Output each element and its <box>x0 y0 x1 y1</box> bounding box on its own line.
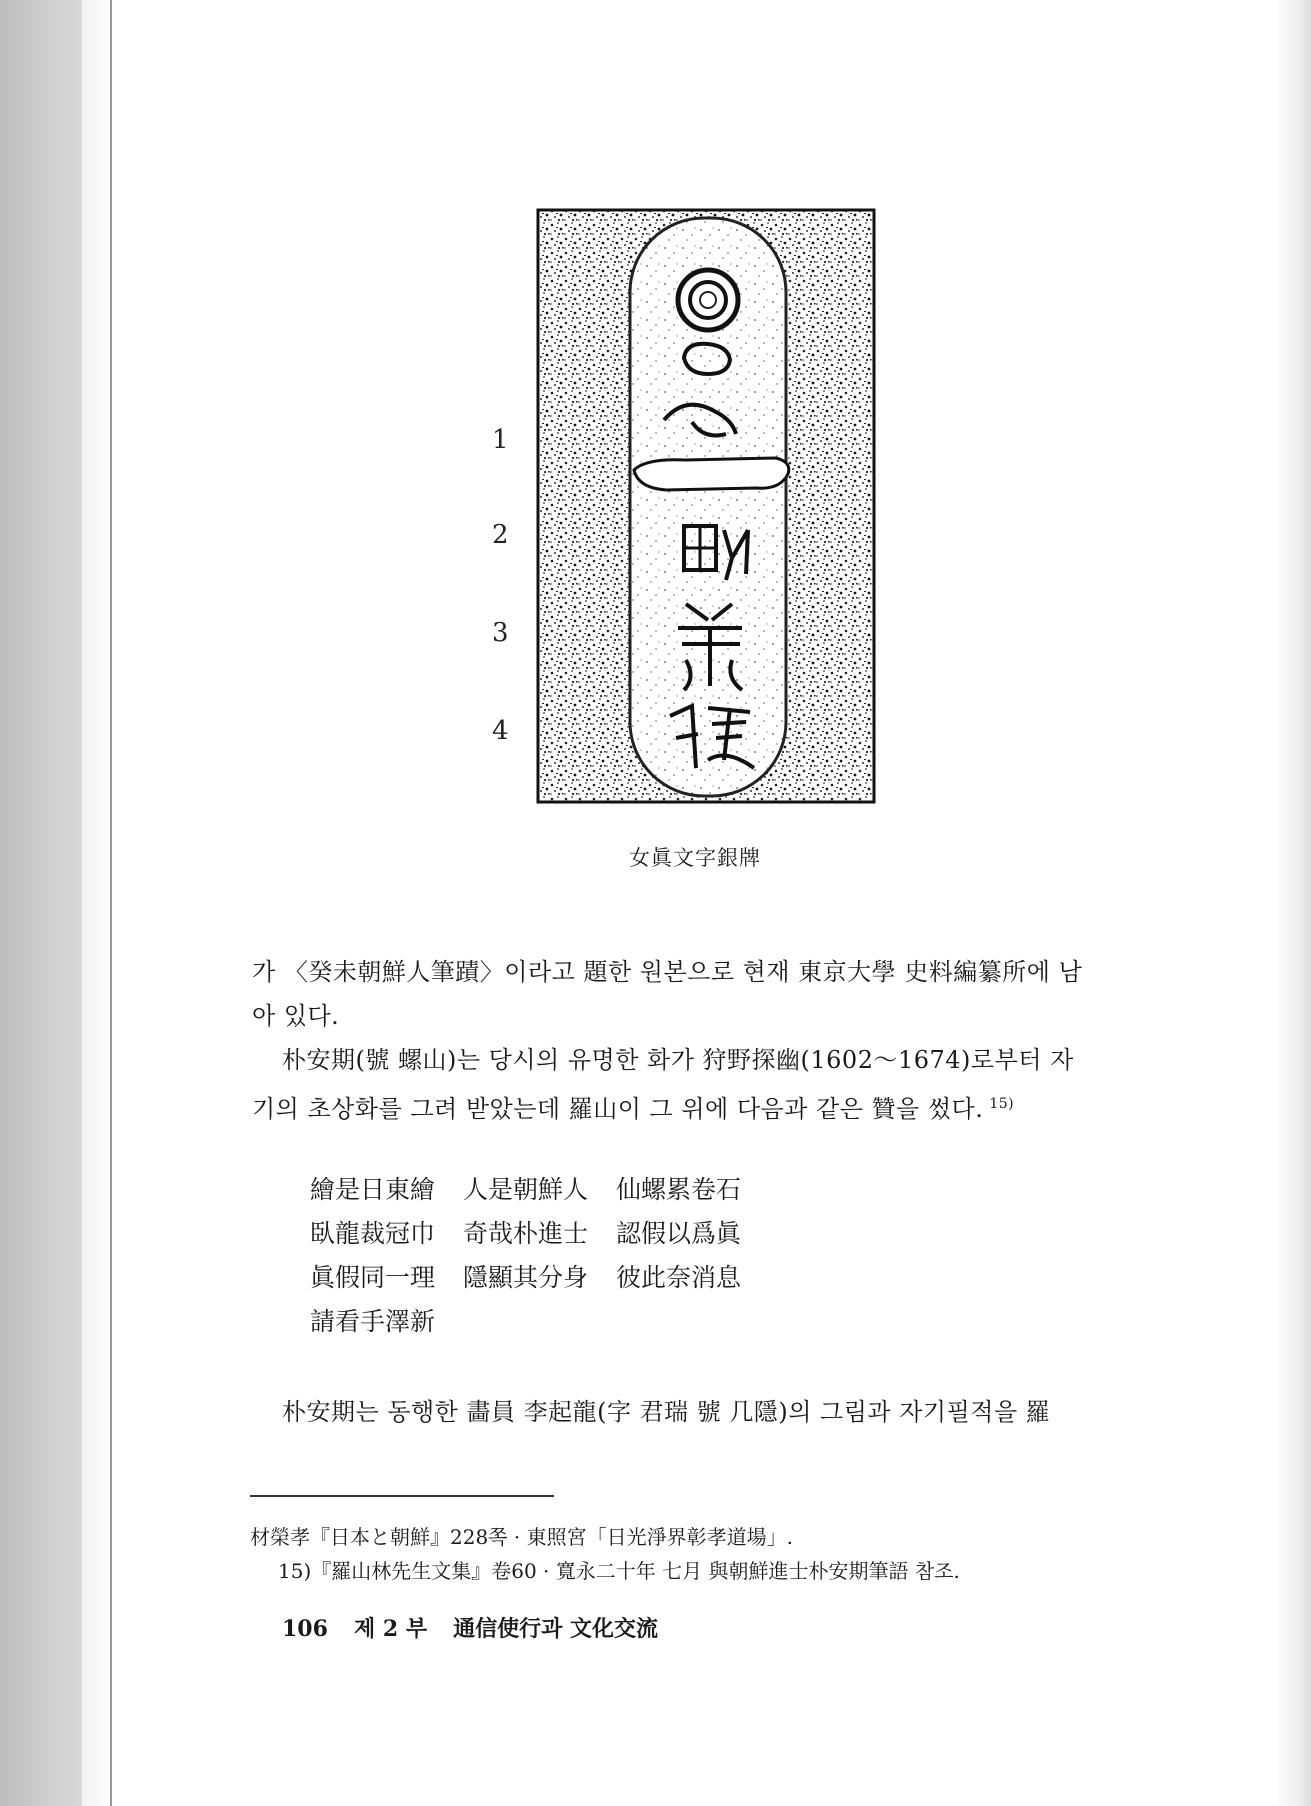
paragraph-1-line-2: 아 있다. <box>252 1002 340 1030</box>
poem-block <box>310 1168 769 1344</box>
paragraph-2-line-2-text: 기의 초상화를 그려 받았는데 羅山이 그 위에 다음과 같은 贊을 썼다. <box>252 1095 984 1123</box>
page-footer <box>282 1612 684 1643</box>
paragraph-2-line-1: 朴安期(號 螺山)는 당시의 유명한 화가 狩野探幽(1602～1674)로부터 자 <box>282 1046 1074 1074</box>
poem-phrase: 彼此奈消息 <box>616 1263 742 1292</box>
figure-caption: 女眞文字銀牌 <box>629 846 761 870</box>
poem-line-3 <box>310 1256 769 1300</box>
poem-phrase: 人是朝鮮人 <box>463 1175 589 1204</box>
poem-line-4 <box>310 1300 769 1344</box>
poem-phrase: 仙螺累卷石 <box>616 1175 742 1204</box>
footnote-divider <box>250 1495 554 1497</box>
poem-line-2 <box>310 1212 769 1256</box>
paragraph-1 <box>252 950 1192 1038</box>
footnote-15: 15)『羅山林先生文集』卷60 · 寬永二十年 七月 與朝鮮進士朴安期筆語 참조. <box>278 1559 960 1583</box>
paragraph-2 <box>252 1038 1192 1131</box>
poem-phrase: 繪是日東繪 <box>310 1175 436 1204</box>
book-spine-edge <box>82 0 112 1806</box>
figure-line-number-1: 1 <box>492 425 509 455</box>
page-number: 106 <box>282 1616 328 1642</box>
poem-line-1 <box>310 1168 769 1212</box>
paragraph-3: 朴安期는 동행한 畵員 李起龍(字 君瑞 號 几隱)의 그림과 자기필적을 羅 <box>282 1398 1051 1426</box>
paragraph-2-line-2 <box>252 1082 1192 1131</box>
section-title: 通信使行과 文化交流 <box>453 1616 658 1642</box>
figure-line-number-3: 3 <box>492 618 509 648</box>
page-right-shadow <box>1275 0 1311 1806</box>
poem-phrase: 眞假同一理 <box>310 1263 436 1292</box>
poem-phrase: 認假以爲眞 <box>616 1219 742 1248</box>
plaque-illustration <box>536 208 876 804</box>
silver-plaque-figure <box>536 208 876 804</box>
figure-line-number-4: 4 <box>492 716 509 746</box>
paragraph-1-line-1: 가 〈癸未朝鮮人筆蹟〉이라고 題한 원본으로 현재 東京大學 史料編纂所에 남 <box>252 958 1083 986</box>
part-label: 제 2 부 <box>353 1616 428 1642</box>
poem-phrase: 奇哉朴進士 <box>463 1219 589 1248</box>
footnote-ref-15: 15) <box>989 1096 1015 1112</box>
footnote-14: 材榮孝『日本と朝鮮』228쪽 · 東照宮「日光淨界彰孝道場」. <box>250 1525 793 1549</box>
figure-line-number-2: 2 <box>492 520 509 550</box>
book-spine-shadow <box>0 0 82 1806</box>
poem-phrase: 隱顯其分身 <box>463 1263 589 1292</box>
poem-phrase: 請看手澤新 <box>310 1307 436 1336</box>
poem-phrase: 臥龍裁冠巾 <box>310 1219 436 1248</box>
